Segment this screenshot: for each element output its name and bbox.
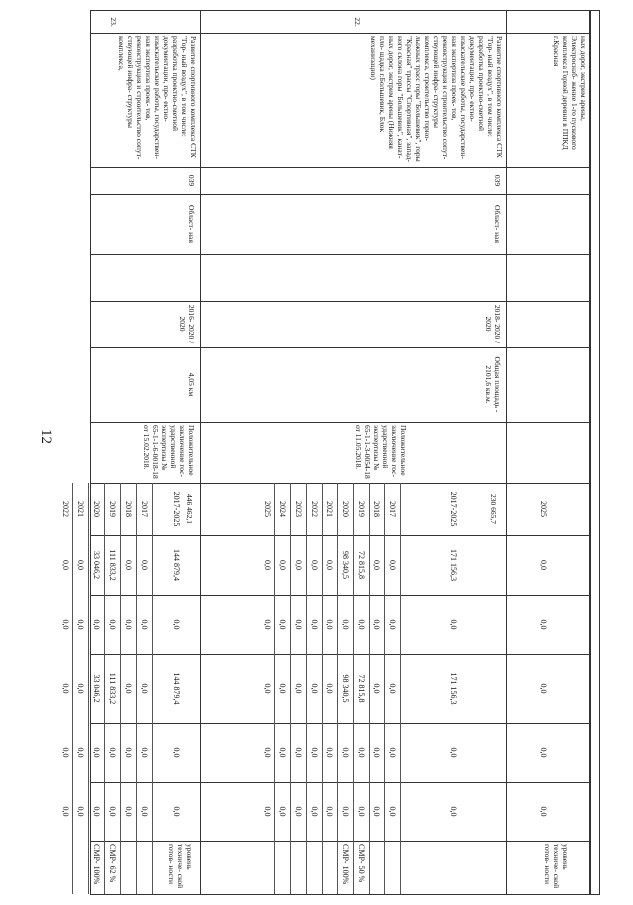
value-cell: 0,0 [263,560,272,570]
year-cell: 2018 [124,501,133,517]
value-cell: 0,0 [92,747,101,758]
value-cell: 0,0 [61,683,70,694]
project-code: 039 [187,174,196,187]
continued-description: ных дорог, экстрим арены, Электроснаб- жение 1-го пускового комплекса Горной деревни в ППКД г.Красная [552,36,588,150]
row-divider [152,483,153,894]
value-cell: 0,0 [61,747,70,758]
value-cell: 0,0 [61,806,70,817]
col-divider [91,254,589,255]
year-cell: 2025 [263,501,272,517]
value-cell: 0,0 [539,619,548,630]
value-cell: 0,0 [124,683,133,694]
status-cell: уровень техниче- ской готов- ности [543,844,570,889]
value-cell: 0,0 [172,747,181,758]
investment-projects-table [61,10,590,895]
table-header-strip [590,10,600,895]
value-cell: 0,0 [341,619,350,630]
value-cell: 0,0 [325,747,334,758]
project-description: Развитие спортивного комплекса СТК "Гор- ный воздух", в том числе: разработка проектно-сметной документации, про- ектно-изыскательские работы, государствен- ная экспертиза проек- тов, реконструкция и строительство сопут- ствующей инфра- структуры комплекса, [117,36,198,160]
row-divider [200,11,201,894]
year-cell: 2020 [92,501,101,517]
value-cell: 0,0 [325,683,334,694]
value-cell: 0,0 [76,683,85,694]
project-cost: 230 665,7 [489,494,498,524]
row-divider [337,483,338,894]
year-cell: 2018 [372,501,381,517]
status-cell: уровень техниче- ской готов- ности [167,844,194,889]
row-divider [274,483,275,894]
value-cell: 0,0 [278,683,287,694]
value-cell: 33 046,2 [92,551,101,579]
col-divider [91,301,589,302]
year-cell: 2017-2025 [449,491,458,527]
value-cell: 0,0 [61,560,70,570]
value-cell: 72 815,8 [357,674,366,703]
year-cell: 2022 [310,501,319,517]
row-divider [369,483,370,894]
project-period: 2018- 2020 / 2020 [484,304,502,344]
value-cell: 0,0 [388,619,397,630]
value-cell: 0,0 [76,619,85,630]
value-cell: 171 156,3 [449,549,458,581]
value-cell: 111 833,2 [108,549,117,581]
value-cell: 0,0 [310,619,319,630]
value-cell: 0,0 [325,806,334,817]
value-cell: 98 340,5 [341,674,350,703]
value-cell: 0,0 [372,619,381,630]
project-period: 2016- 2020 / 2020 [178,304,196,344]
value-cell: 0,0 [294,747,303,758]
row-divider [120,483,121,894]
value-cell: 0,0 [449,619,458,630]
value-cell: 0,0 [372,560,381,570]
value-cell: 144 879,4 [172,672,181,705]
value-cell: 0,0 [140,619,149,630]
col-divider [91,167,589,168]
year-cell: 2023 [294,501,303,517]
status-cell: СМР- 100% [92,844,101,885]
project-expertise: Положительное заключение гос- ударственной экспертизы № 65-1-1-6-0018-18 от 15.02.2018. [142,425,196,479]
value-cell: 0,0 [263,619,272,630]
value-cell: 0,0 [357,619,366,630]
row-divider [384,483,385,894]
value-cell: 0,0 [172,806,181,817]
value-cell: 0,0 [108,806,117,817]
status-cell: СМР- 50 % [357,844,366,883]
value-cell: 33 046,2 [92,674,101,703]
status-cell: СМР- 62 % [108,844,117,883]
value-cell: 0,0 [325,560,334,570]
value-cell: 0,0 [108,619,117,630]
value-cell: 0,0 [92,619,101,630]
project-type: Област- ная [187,205,196,243]
value-cell: 0,0 [124,619,133,630]
value-cell: 0,0 [278,560,287,570]
value-cell: 0,0 [449,747,458,758]
year-cell: 2024 [278,501,287,517]
value-cell: 144 879,4 [172,549,181,581]
value-cell: 0,0 [61,619,70,630]
year-cell: 2021 [76,501,85,517]
row-divider [353,483,354,894]
value-cell: 0,0 [108,747,117,758]
value-cell: 111 833,2 [108,672,117,705]
year-cell: 2017 [388,501,397,517]
value-cell: 0,0 [341,806,350,817]
year-cell: 2017-2025 [172,491,181,527]
value-cell: 0,0 [278,806,287,817]
row-divider [72,483,73,894]
value-cell: 98 340,5 [341,551,350,579]
value-cell: 0,0 [263,747,272,758]
value-cell: 0,0 [539,560,548,570]
project-code: 039 [493,174,502,187]
project-number: 23. [109,17,118,27]
year-cell: 2019 [108,501,117,517]
year-cell: 2017 [140,501,149,517]
value-cell: 0,0 [278,619,287,630]
value-cell: 0,0 [357,806,366,817]
value-cell: 72 815,8 [357,551,366,579]
value-cell: 0,0 [388,747,397,758]
value-cell: 0,0 [388,560,397,570]
project-number: 22. [353,17,362,27]
value-cell: 0,0 [124,560,133,570]
row-divider [136,483,137,894]
row-divider [88,483,89,894]
col-divider [91,347,589,348]
value-cell: 0,0 [310,806,319,817]
rotated-table-page [61,10,600,895]
value-cell: 0,0 [388,683,397,694]
value-cell: 0,0 [294,560,303,570]
value-cell: 0,0 [310,683,319,694]
value-cell: 0,0 [124,747,133,758]
value-cell: 0,0 [92,806,101,817]
value-cell: 0,0 [388,806,397,817]
value-cell: 0,0 [294,683,303,694]
page-number: 12 [38,429,54,444]
year-cell: 2022 [61,501,70,517]
value-cell: 0,0 [372,683,381,694]
row-divider [306,483,307,894]
value-cell: 0,0 [140,560,149,570]
row-divider [400,483,401,894]
project-expertise: Положительное заключение гос- ударственной экспертизы № 65-1-1-3-0054-18 от 11.05.2018. [354,425,408,479]
project-description: Развитие спортивного комплекса СТК "Гор- ный воздух", в том числе: разработка проектно-сметной документации, про- ектно-изыскательские работы, государствен- ная экспертиза проек- тов, реконструкция и строительство сопут- ствующей инфра- структуры комплекса, строительство горно- лыжных трасс горы "Большевик", горы "Красная" трассы "Спортивная", запад- ного склона горы "Большевик", канат- ных дорог, экстрим арены (Нижняя пло- щадка г.Большевик, Блок механизации) [369,36,504,162]
project-capacity: 4,05 км [187,372,196,397]
value-cell: 0,0 [539,747,548,758]
value-cell: 0,0 [140,747,149,758]
row-divider [104,483,105,894]
value-cell: 0,0 [372,806,381,817]
value-cell: 0,0 [325,619,334,630]
year-cell: 2025 [539,501,548,517]
status-cell: СМР- 100% [341,844,350,885]
value-cell: 0,0 [263,806,272,817]
value-cell: 0,0 [294,806,303,817]
value-cell: 0,0 [140,683,149,694]
value-cell: 0,0 [140,806,149,817]
value-cell: 0,0 [341,747,350,758]
value-cell: 0,0 [76,560,85,570]
value-cell: 0,0 [372,747,381,758]
value-cell: 0,0 [310,747,319,758]
value-cell: 0,0 [172,619,181,630]
value-cell: 0,0 [449,806,458,817]
value-cell: 0,0 [76,806,85,817]
value-cell: 0,0 [263,683,272,694]
value-cell: 171 156,3 [449,672,458,705]
value-cell: 0,0 [124,806,133,817]
col-divider [91,194,589,195]
project-capacity: Общая площадь - 2101,6 кв.м. [484,356,502,413]
value-cell: 0,0 [310,560,319,570]
value-cell: 0,0 [539,683,548,694]
value-cell: 0,0 [76,747,85,758]
project-type: Област- ная [493,205,502,243]
value-cell: 0,0 [357,747,366,758]
value-cell: 0,0 [294,619,303,630]
row-divider [322,483,323,894]
value-cell: 0,0 [278,747,287,758]
value-cell: 0,0 [539,806,548,817]
year-cell: 2021 [325,501,334,517]
year-cell: 2019 [357,501,366,517]
row-divider [290,483,291,894]
project-cost: 446 462,1 [185,494,194,524]
year-cell: 2020 [341,501,350,517]
